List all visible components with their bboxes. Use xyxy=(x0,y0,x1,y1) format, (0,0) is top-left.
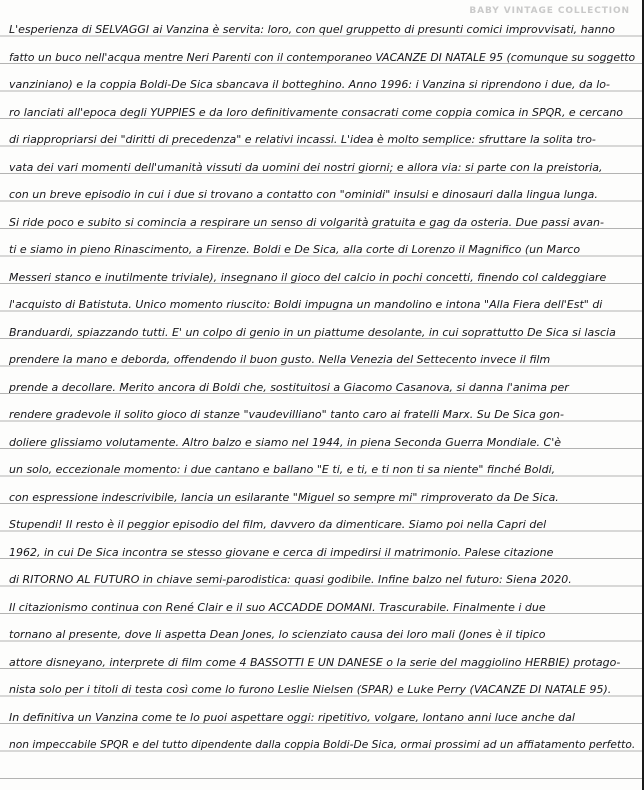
text-line: ro lanciati all'epoca degli YUPPIES e da loro definitivamente consacrati come coppia comica in SPQR, e cercano xyxy=(9,105,624,119)
text-line: Branduardi, spiazzando tutti. E' un colpo di genio in un piattume desolante, in cui soprattutto De Sica si lascia xyxy=(9,325,616,339)
text-line: Il citazionismo continua con René Clair e il suo ACCADDE DOMANI. Trascurabile. Finalmente i due xyxy=(9,600,546,614)
watermark: BABY VINTAGE COLLECTION xyxy=(469,6,630,16)
text-line: con espressione indescrivibile, lancia un esilarante "Miguel so sempre mi" rimproverato da De Sica. xyxy=(9,490,559,504)
text-line: vata dei vari momenti dell'umanità vissuti da uomini dei nostri giorni; e allora via: si parte con la preistoria, xyxy=(9,160,603,174)
text-line: doliere glissiamo volutamente. Altro balzo e siamo nel 1944, in piena Seconda Guerra Mondiale. C'è xyxy=(9,435,562,449)
text-line: prendere la mano e deborda, offendendo il buon gusto. Nella Venezia del Settecento invece il film xyxy=(9,353,551,366)
text-line: ti e siamo in pieno Rinascimento, a Firenze. Boldi e De Sica, alla corte di Lorenzo il Magnifico (un Marco xyxy=(9,243,581,256)
text-line: L'esperienza di SELVAGGI ai Vanzina è servita: loro, con quel gruppetto di presunti comici improvvisati, hanno xyxy=(9,23,616,36)
text-line: Stupendi! Il resto è il peggior episodio del film, davvero da dimenticare. Siamo poi nella Capri del xyxy=(9,518,547,531)
text-line: attore disneyano, interprete di film come 4 BASSOTTI E UN DANESE o la serie del maggiolino HERBIE) protago- xyxy=(9,655,621,669)
text-line: Messeri stanco e inutilmente triviale), insegnano il gioco del calcio in pochi concetti, finendo col caldeggiare xyxy=(9,270,607,284)
text-line: tornano al presente, dove li aspetta Dean Jones, lo scienziato causa dei loro mali (Jones è il tipico xyxy=(9,628,546,641)
text-line: prende a decollare. Merito ancora di Boldi che, sostituitosi a Giacomo Casanova, si danna l'anima per xyxy=(9,380,569,394)
text-line: nista solo per i titoli di testa così come lo furono Leslie Nielsen (SPAR) e Luke Perry (VACANZE DI NATALE 95). xyxy=(9,683,612,696)
text-line: rendere gradevole il solito gioco di stanze "vaudevilliano" tanto caro ai fratelli Marx. Su De Sica gon- xyxy=(9,408,564,421)
text-line: con un breve episodio in cui i due si trovano a contatto con "ominidi" insulsi e dinosauri dalla lingua lunga. xyxy=(9,188,598,201)
text-line: Si ride poco e subito si comincia a respirare un senso di volgarità gratuita e gag da osteria. Due passi avan- xyxy=(9,215,604,229)
text-line: 1962, in cui De Sica incontra se stesso giovane e cerca di impedirsi il matrimonio. Palese citazione xyxy=(9,545,554,559)
text-line: non impeccabile SPQR e del tutto dipendente dalla coppia Boldi-De Sica, ormai prossimi ad un affiatamento perfetto. xyxy=(9,738,635,751)
text-line: un solo, eccezionale momento: i due cantano e ballano "E ti, e ti, e ti non ti sa niente" finché Boldi, xyxy=(9,463,556,476)
text-line: vanziniano) e la coppia Boldi-De Sica sbancava il botteghino. Anno 1996: i Vanzina si riprendono i due, da lo- xyxy=(9,78,610,91)
text-line: di riappropriarsi dei "diritti di precedenza" e relativi incassi. L'idea è molto semplice: sfruttare la solita tro- xyxy=(9,133,596,146)
text-line: l'acquisto di Batistuta. Unico momento riuscito: Boldi impugna un mandolino e intona "Alla Fiera dell'Est" di xyxy=(9,298,603,311)
text-line: In definitiva un Vanzina come te lo puoi aspettare oggi: ripetitivo, volgare, lontano anni luce anche dal xyxy=(9,710,575,724)
text-line: di RITORNO AL FUTURO in chiave semi-parodistica: quasi godibile. Infine balzo nel futuro: Siena 2020. xyxy=(9,573,572,586)
text-line: fatto un buco nell'acqua mentre Neri Parenti con il contemporaneo VACANZE DI NATALE 95 (comunque su soggetto xyxy=(9,50,635,64)
